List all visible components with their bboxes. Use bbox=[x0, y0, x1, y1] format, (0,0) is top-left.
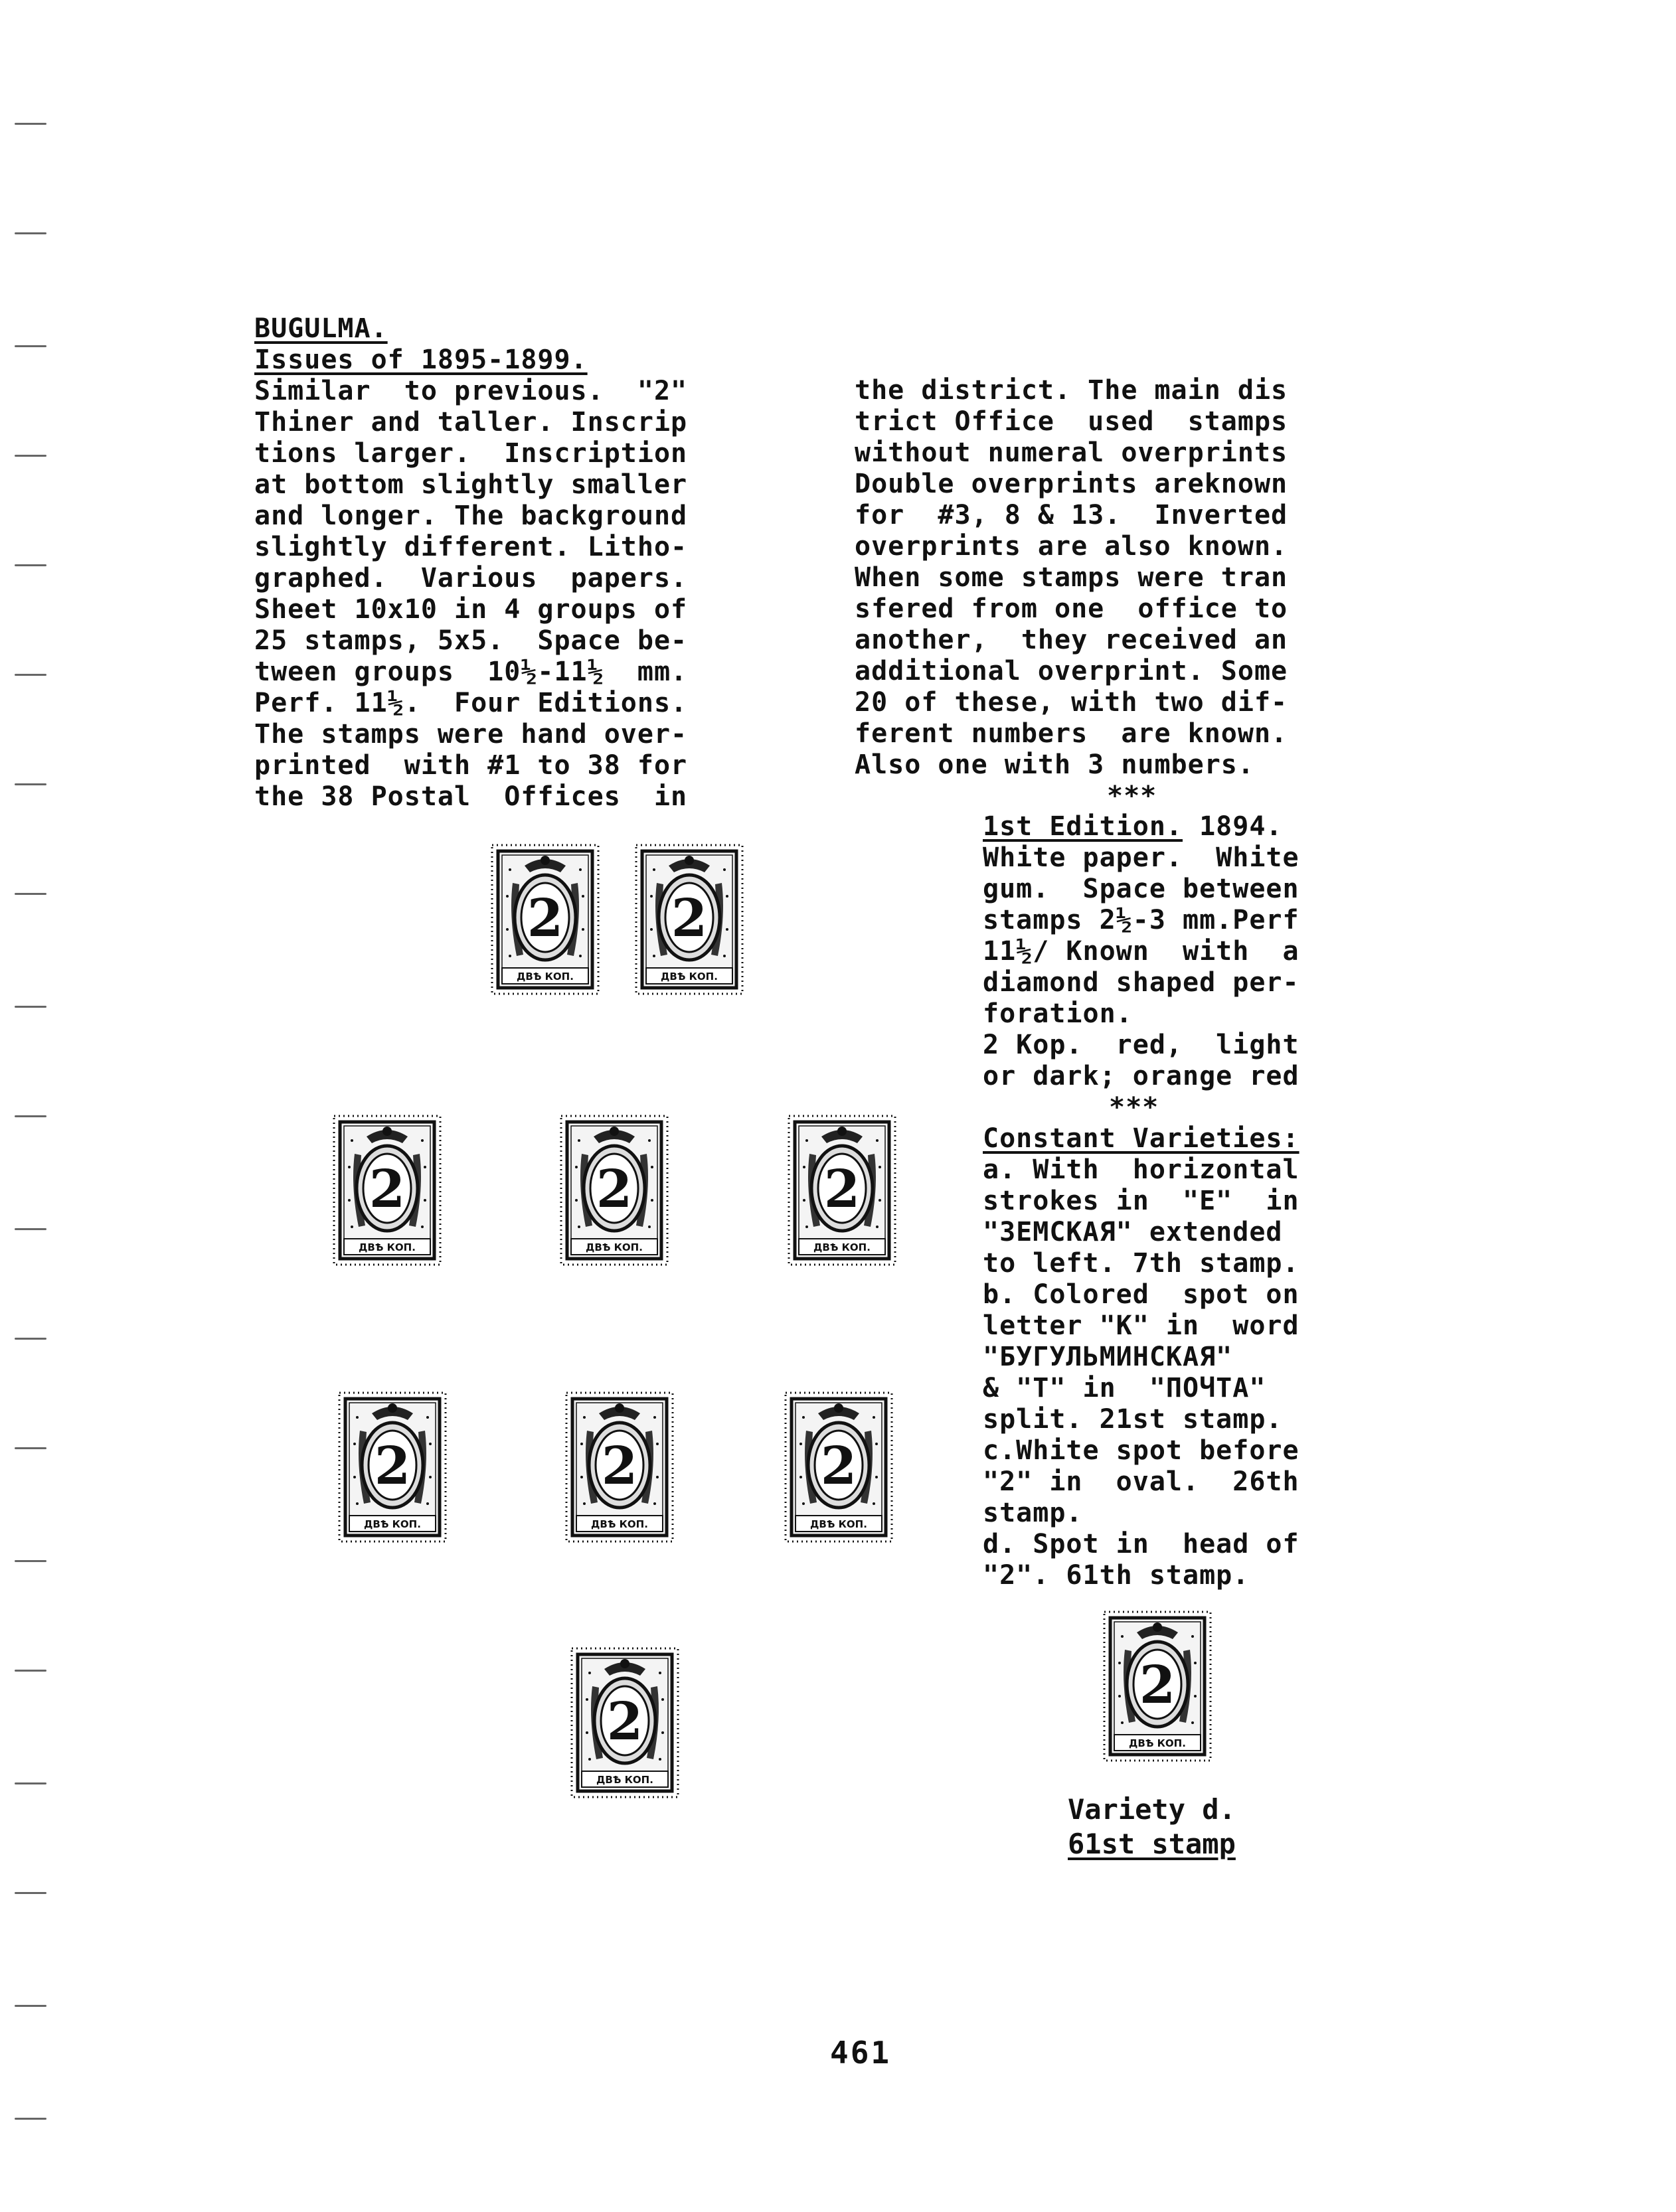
svg-text:ДВѢ КОП.: ДВѢ КОП. bbox=[661, 971, 718, 983]
svg-text:2: 2 bbox=[823, 1159, 861, 1220]
left-line: 25 stamps, 5x5. Space be- bbox=[254, 625, 688, 656]
left-line: the 38 Postal Offices in bbox=[254, 781, 688, 812]
svg-text:2: 2 bbox=[671, 888, 708, 949]
edition-column bbox=[983, 780, 1299, 1591]
edition-line: foration. bbox=[983, 998, 1133, 1029]
right-line: trict Office used stamps bbox=[855, 406, 1288, 437]
left-line: Similar to previous. "2" bbox=[254, 376, 688, 406]
variety-line: split. 21st stamp. bbox=[983, 1404, 1283, 1435]
svg-text:ДВѢ КОП.: ДВѢ КОП. bbox=[591, 1518, 648, 1530]
svg-text:2: 2 bbox=[606, 1692, 643, 1752]
left-line: graphed. Various papers. bbox=[254, 563, 688, 593]
left-line: at bottom slightly smaller bbox=[254, 469, 688, 500]
svg-text:ДВѢ КОП.: ДВѢ КОП. bbox=[364, 1518, 421, 1530]
binding-margin bbox=[0, 0, 73, 2212]
variety-line: "2". 61th stamp. bbox=[983, 1560, 1250, 1591]
right-line: the district. The main dis bbox=[855, 375, 1288, 406]
right-line: When some stamps were tran bbox=[855, 562, 1288, 593]
edition-line: stamps 2½-3 mm.Perf bbox=[983, 905, 1299, 935]
right-line: Also one with 3 numbers. bbox=[855, 750, 1254, 780]
stamp-image bbox=[570, 1646, 680, 1799]
edition-heading: 1st Edition. bbox=[983, 811, 1183, 842]
variety-line: stamp. bbox=[983, 1498, 1083, 1528]
edition-line: White paper. White bbox=[983, 842, 1299, 873]
edition-line: 11½/ Known with a bbox=[983, 936, 1299, 967]
page-title: BUGULMA. bbox=[254, 313, 388, 344]
stamp-image bbox=[332, 1114, 442, 1267]
edition-line: or dark; orange red bbox=[983, 1061, 1299, 1091]
svg-text:2: 2 bbox=[601, 1436, 638, 1496]
variety-caption bbox=[1068, 1792, 1236, 1861]
svg-text:ДВѢ КОП.: ДВѢ КОП. bbox=[810, 1518, 867, 1530]
stamp-image bbox=[787, 1114, 897, 1267]
edition-line: gum. Space between bbox=[983, 874, 1299, 904]
separator: *** bbox=[1109, 1092, 1159, 1123]
left-line: tween groups 10½-11½ mm. bbox=[254, 657, 688, 687]
right-column bbox=[855, 344, 1288, 812]
variety-line: strokes in "E" in bbox=[983, 1186, 1299, 1216]
issues-heading: Issues of 1895-1899. bbox=[254, 345, 588, 375]
svg-text:2: 2 bbox=[369, 1159, 406, 1220]
right-line: ferent numbers are known. bbox=[855, 718, 1288, 749]
stamp-image bbox=[490, 843, 600, 996]
right-line: 20 of these, with two dif- bbox=[855, 687, 1288, 718]
variety-line: b. Colored spot on bbox=[983, 1279, 1299, 1310]
variety-line: "ЗЕМСКАЯ" extended bbox=[983, 1217, 1283, 1247]
variety-line: a. With horizontal bbox=[983, 1154, 1299, 1185]
stamp-variety-d bbox=[1102, 1610, 1213, 1763]
variety-line: c.White spot before bbox=[983, 1435, 1299, 1466]
svg-text:2: 2 bbox=[820, 1436, 857, 1496]
svg-text:ДВѢ КОП.: ДВѢ КОП. bbox=[596, 1774, 653, 1786]
left-line: Perf. 11½. Four Editions. bbox=[254, 688, 688, 718]
stamp-image bbox=[784, 1391, 894, 1543]
svg-text:ДВѢ КОП.: ДВѢ КОП. bbox=[517, 971, 574, 983]
svg-text:2: 2 bbox=[527, 888, 564, 949]
stamp-image bbox=[337, 1391, 448, 1543]
stamp-image bbox=[634, 843, 744, 996]
left-line: printed with #1 to 38 for bbox=[254, 750, 688, 781]
right-line: additional overprint. Some bbox=[855, 656, 1288, 686]
left-line: and longer. The background bbox=[254, 501, 688, 531]
right-line: sfered from one office to bbox=[855, 593, 1288, 624]
svg-text:ДВѢ КОП.: ДВѢ КОП. bbox=[1129, 1737, 1186, 1749]
caption-line-1: Variety d. bbox=[1068, 1793, 1236, 1826]
left-line: tions larger. Inscription bbox=[254, 438, 688, 469]
svg-text:ДВѢ КОП.: ДВѢ КОП. bbox=[359, 1241, 416, 1253]
variety-line: & "T" in "ПОЧТА" bbox=[983, 1373, 1266, 1403]
variety-line: d. Spot in head of bbox=[983, 1529, 1299, 1559]
left-line: slightly different. Litho- bbox=[254, 532, 688, 562]
edition-line: diamond shaped per- bbox=[983, 967, 1299, 998]
svg-text:ДВѢ КОП.: ДВѢ КОП. bbox=[586, 1241, 643, 1253]
page-number: 461 bbox=[830, 2035, 892, 2071]
right-line: Double overprints areknown bbox=[855, 469, 1288, 499]
edition-year: 1894. bbox=[1182, 811, 1283, 842]
stamp-image bbox=[559, 1114, 669, 1267]
right-line: without numeral overprints bbox=[855, 437, 1288, 468]
edition-line: 2 Kop. red, light bbox=[983, 1030, 1299, 1060]
right-line: another, they received an bbox=[855, 625, 1288, 655]
left-column bbox=[254, 282, 687, 813]
left-line: Thiner and taller. Inscrip bbox=[254, 407, 688, 437]
svg-text:2: 2 bbox=[1139, 1655, 1176, 1715]
variety-line: to left. 7th stamp. bbox=[983, 1248, 1299, 1279]
left-line: The stamps were hand over- bbox=[254, 719, 688, 750]
right-line: overprints are also known. bbox=[855, 531, 1288, 562]
left-line: Sheet 10x10 in 4 groups of bbox=[254, 594, 688, 625]
variety-line: "2" in oval. 26th bbox=[983, 1466, 1299, 1497]
right-line: for #3, 8 & 13. Inverted bbox=[855, 500, 1288, 530]
stamp-image bbox=[564, 1391, 675, 1543]
variety-line: letter "K" in word bbox=[983, 1310, 1299, 1341]
separator: *** bbox=[1107, 781, 1157, 811]
varieties-heading: Constant Varieties: bbox=[983, 1123, 1299, 1154]
variety-line: "БУГУЛЬМИНСКАЯ" bbox=[983, 1342, 1233, 1372]
svg-text:2: 2 bbox=[596, 1159, 633, 1220]
svg-text:2: 2 bbox=[374, 1436, 411, 1496]
caption-line-2: 61st stamp bbox=[1068, 1828, 1236, 1860]
svg-text:ДВѢ КОП.: ДВѢ КОП. bbox=[813, 1241, 871, 1253]
